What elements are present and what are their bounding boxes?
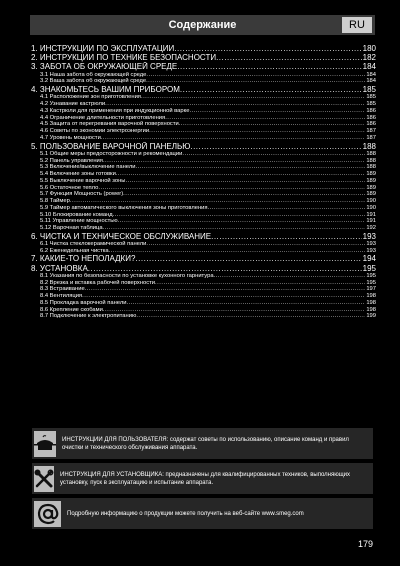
toc-leader-dots <box>103 158 365 165</box>
toc-entry-title: 5.2 Панель управления <box>40 157 103 164</box>
toc-entry-page: 188 <box>366 164 376 171</box>
toc-leader-dots <box>88 264 362 273</box>
toc-entry-title: 6.2 Еженедельная чистка <box>40 247 109 254</box>
toc-section <box>31 307 376 314</box>
toc-entry-title: 8.5 Прокладка варочной панели <box>40 299 127 306</box>
toc-section <box>31 108 376 115</box>
toc-entry-title: 4.6 Советы по экономии электроэнергии <box>40 128 150 135</box>
toc-entry-page: 180 <box>362 44 376 53</box>
toc-entry-page: 184 <box>366 71 376 78</box>
toc-section <box>31 94 376 101</box>
toc-entry-title: 4.4 Ограничение длительности приготовления <box>40 114 166 121</box>
toc-entry-title: 8.4 Вентиляция <box>40 293 83 300</box>
toc-entry-title: 4.1 Расположение зон приготовления <box>40 94 141 101</box>
website-info-text: Подробную информацию о продукции можете получить на веб-сайте www.smeg.com <box>67 510 304 517</box>
toc-entry-page: 188 <box>366 157 376 164</box>
toc-leader-dots <box>177 62 361 71</box>
toc-leader-dots <box>155 280 365 287</box>
toc-entry-page: 195 <box>362 263 376 273</box>
toc-section <box>31 205 376 212</box>
language-badge: RU <box>342 17 372 33</box>
toc-leader-dots <box>98 185 365 192</box>
toc-entry-title: 1. ИНСТРУКЦИИ ПО ЭКСПЛУАТАЦИИ <box>31 44 175 53</box>
toc-entry-page: 192 <box>366 225 376 232</box>
toc-leader-dots <box>101 135 366 142</box>
toc-section <box>31 198 376 205</box>
toc-section <box>31 121 376 128</box>
toc-entry-page: 190 <box>366 198 376 205</box>
table-of-contents <box>31 44 376 320</box>
toc-leader-dots <box>113 212 366 219</box>
toc-section <box>31 135 376 142</box>
toc-entry-page: 190 <box>366 204 376 211</box>
toc-leader-dots <box>135 164 365 171</box>
toc-leader-dots <box>190 142 361 151</box>
toc-entry-page: 189 <box>366 191 376 198</box>
toc-entry-title: 6. ЧИСТКА И ТЕХНИЧЕСКОЕ ОБСЛУЖИВАНИЕ <box>31 231 212 241</box>
toc-section <box>31 191 376 198</box>
toc-leader-dots <box>214 273 366 280</box>
toc-entry-page: 191 <box>366 218 376 225</box>
toc-chapter <box>31 85 376 94</box>
at-sign-icon <box>34 501 61 527</box>
toc-section <box>31 293 376 300</box>
toc-chapter <box>31 254 376 263</box>
toc-entry-title: 4.3 Кастрюли для применения при индукционной варке <box>40 107 190 114</box>
toc-entry-page: 188 <box>366 150 376 157</box>
toc-entry-title: 6.1 Чистка стеклокерамической панели <box>40 240 147 247</box>
toc-entry-title: 5.12 Варочная таблица <box>40 225 103 232</box>
toc-entry-page: 195 <box>366 272 376 279</box>
toc-entry-title: 8.3 Встраивание <box>40 286 85 293</box>
toc-leader-dots <box>189 108 365 115</box>
toc-entry-title: 5.5 Выключение варочной зоны <box>40 177 126 184</box>
toc-entry-title: 5.6 Остаточное тепло <box>40 184 99 191</box>
toc-entry-page: 195 <box>366 279 376 286</box>
toc-section <box>31 248 376 255</box>
toc-entry-title: 4.2 Узнавание кастрюли <box>40 101 106 108</box>
user-instructions-box <box>32 428 373 459</box>
toc-section <box>31 218 376 225</box>
toc-leader-dots <box>126 300 365 307</box>
toc-entry-page: 185 <box>366 94 376 101</box>
toc-section <box>31 273 376 280</box>
toc-leader-dots <box>146 78 365 85</box>
toc-leader-dots <box>165 115 365 122</box>
toc-entry-page: 191 <box>366 211 376 218</box>
toc-entry-page: 193 <box>366 240 376 247</box>
toc-entry-page: 186 <box>366 121 376 128</box>
toc-section <box>31 212 376 219</box>
toc-section <box>31 171 376 178</box>
toc-entry-title: 4. ЗНАКОМЬТЕСЬ ВАШИМ ПРИБОРОМ <box>31 85 180 95</box>
toc-leader-dots <box>174 44 361 53</box>
toc-leader-dots <box>211 232 362 241</box>
page-title: Содержание <box>168 19 237 31</box>
toc-entry-title: 5.8 Таймер <box>40 198 70 205</box>
toc-chapter <box>31 44 376 53</box>
toc-entry-title: 2. ИНСТРУКЦИИ ПО ТЕХНИКЕ БЕЗОПАСНОСТИ <box>31 53 217 63</box>
toc-section <box>31 286 376 293</box>
info-boxes <box>32 428 373 533</box>
toc-section <box>31 115 376 122</box>
toc-entry-title: 4.5 Защита от перегревания варочной поверхности <box>40 121 179 128</box>
toc-entry-title: 3.1 Наша забота об окружающей среде <box>40 71 147 78</box>
toc-entry-title: 5.3 Включение/выключение панели <box>40 164 136 171</box>
toc-entry-title: 3. ЗАБОТА ОБ ОКРУЖАЮЩЕЙ СРЕДЕ <box>31 62 178 72</box>
toc-entry-title: 5. ПОЛЬЗОВАНИЕ ВАРОЧНОЙ ПАНЕЛЬЮ <box>31 141 191 151</box>
toc-section <box>31 280 376 287</box>
toc-leader-dots <box>105 101 365 108</box>
toc-section <box>31 313 376 320</box>
toc-entry-title: 5.7 Функция Мощность (power) <box>40 191 124 198</box>
toc-entry-page: 188 <box>362 141 376 151</box>
toc-entry-page: 193 <box>366 247 376 254</box>
toc-entry-page: 189 <box>366 184 376 191</box>
page-number: 179 <box>357 539 373 549</box>
toc-entry-title: 5.1 Общие меры предосторожности и рекомендации <box>40 150 183 157</box>
toc-entry-title: 5.11 Управление мощностью <box>40 218 118 225</box>
toc-entry-page: 198 <box>366 306 376 313</box>
toc-leader-dots <box>146 72 365 79</box>
toc-entry-page: 185 <box>362 85 376 95</box>
toc-entry-page: 186 <box>366 114 376 121</box>
toc-section <box>31 151 376 158</box>
toc-chapter <box>31 62 376 71</box>
toc-leader-dots <box>85 286 366 293</box>
toc-entry-page: 198 <box>366 293 376 300</box>
toc-chapter <box>31 53 376 62</box>
toc-leader-dots <box>135 254 361 263</box>
toc-section <box>31 185 376 192</box>
toc-header <box>30 15 375 35</box>
toc-leader-dots <box>182 151 365 158</box>
toc-section <box>31 300 376 307</box>
toc-entry-title: 8. УСТАНОВКА <box>31 263 88 273</box>
toc-entry-title: 4.7 Уровень мощности <box>40 134 101 141</box>
toc-leader-dots <box>146 241 365 248</box>
toc-chapter <box>31 264 376 273</box>
installer-instructions-box <box>32 463 373 494</box>
toc-entry-title: 8.7 Подключение к электропитанию <box>40 313 137 320</box>
toc-entry-page: 189 <box>366 177 376 184</box>
user-instructions-text: ИНСТРУКЦИИ ДЛЯ ПОЛЬЗОВАТЕЛЯ: содержат советы по использованию, описание команд и правил очистки и технического обслуживания аппарата. <box>62 436 349 451</box>
toc-entry-title: 3.2 Ваша забота об окружающей среде <box>40 78 147 85</box>
toc-leader-dots <box>82 293 365 300</box>
toc-section <box>31 78 376 85</box>
toc-chapter <box>31 232 376 241</box>
toc-leader-dots <box>109 248 366 255</box>
toc-entry-title: 8.2 Врезка и вставка рабочей поверхности <box>40 279 155 286</box>
toc-entry-title: 5.10 Блокирование команд <box>40 211 113 218</box>
toc-leader-dots <box>123 191 365 198</box>
toc-leader-dots <box>125 178 365 185</box>
toc-leader-dots <box>116 171 366 178</box>
toc-entry-page: 194 <box>362 254 376 264</box>
toc-entry-page: 189 <box>366 171 376 178</box>
toc-leader-dots <box>136 313 365 320</box>
toc-leader-dots <box>70 198 365 205</box>
toc-section <box>31 178 376 185</box>
cooking-pot-icon <box>34 431 56 457</box>
toc-entry-page: 187 <box>366 128 376 135</box>
toc-entry-page: 184 <box>362 62 376 72</box>
toc-section <box>31 101 376 108</box>
website-info-box <box>32 498 373 529</box>
toc-leader-dots <box>141 94 365 101</box>
toc-leader-dots <box>180 85 362 94</box>
toc-leader-dots <box>103 307 365 314</box>
toc-leader-dots <box>103 225 366 232</box>
toc-entry-title: 5.4 Включение зоны готовки <box>40 171 116 178</box>
toc-section <box>31 225 376 232</box>
toc-entry-page: 193 <box>362 231 376 241</box>
toc-section <box>31 158 376 165</box>
installer-instructions-text: ИНСТРУКЦИЯ ДЛЯ УСТАНОВЩИКА: предназначены для квалифицированных техников, выполняющих установку, пуск в эксплуатацию и испытание аппарата. <box>60 471 351 486</box>
toc-section <box>31 241 376 248</box>
toc-entry-page: 185 <box>366 101 376 108</box>
toc-entry-page: 199 <box>366 313 376 320</box>
toc-section <box>31 164 376 171</box>
toc-leader-dots <box>118 218 366 225</box>
toc-entry-title: 7. КАКИЕ-ТО НЕПОЛАДКИ? <box>31 254 136 264</box>
tools-icon <box>34 466 54 492</box>
toc-leader-dots <box>149 128 365 135</box>
toc-entry-page: 197 <box>366 286 376 293</box>
toc-entry-title: 8.1 Указания по безопасности по установке кухонного гарнитура <box>40 272 214 279</box>
toc-entry-title: 5.9 Таймер автоматического выключения зоны приготовления <box>40 204 208 211</box>
toc-section <box>31 128 376 135</box>
toc-entry-page: 182 <box>362 53 376 63</box>
toc-leader-dots <box>208 205 366 212</box>
toc-leader-dots <box>216 53 362 62</box>
toc-section <box>31 72 376 79</box>
toc-leader-dots <box>179 121 366 128</box>
toc-entry-page: 184 <box>366 78 376 85</box>
toc-chapter <box>31 142 376 151</box>
toc-entry-title: 8.6 Крепление скобами <box>40 306 103 313</box>
toc-entry-page: 186 <box>366 107 376 114</box>
toc-entry-page: 198 <box>366 299 376 306</box>
toc-entry-page: 187 <box>366 134 376 141</box>
